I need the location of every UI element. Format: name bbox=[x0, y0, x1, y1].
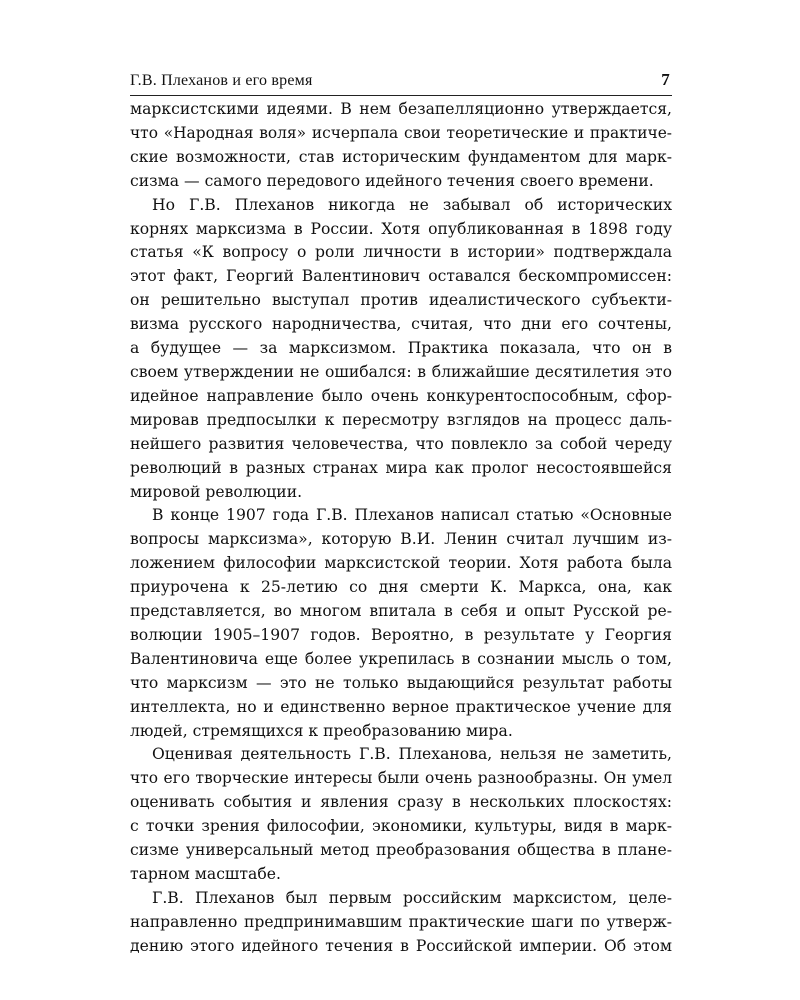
paragraph-3 bbox=[130, 504, 672, 743]
text-line: приурочена к 25-летию со дня смерти К. Маркса, она, как bbox=[130, 578, 672, 597]
text-line: с точки зрения философии, экономики, культуры, видя в марк- bbox=[130, 817, 672, 836]
text-line: тарном масштабе. bbox=[130, 865, 281, 883]
paragraph-1 bbox=[130, 98, 672, 194]
text-line: он решительно выступал против идеалистического субъекти- bbox=[130, 291, 672, 310]
text-line: дению этого идейного течения в Российской империи. Об этом bbox=[130, 936, 672, 955]
text-line: статья «К вопросу о роли личности в истории» подтверждала bbox=[130, 243, 672, 262]
text-line: визма русского народничества, считая, что дни его сочтены, bbox=[130, 315, 672, 334]
text-line: вопросы марксизма», которую В.И. Ленин считал лучшим из- bbox=[130, 530, 672, 549]
text-line: что «Народная воля» исчерпала свои теоретические и практиче- bbox=[130, 123, 672, 142]
text-line: ложением философии марксистской теории. Хотя работа была bbox=[130, 554, 672, 573]
text-line: направленно предпринимавшим практические шаги по утверж- bbox=[130, 912, 672, 931]
text-line: волюции 1905–1907 годов. Вероятно, в результате у Георгия bbox=[130, 625, 672, 644]
text-line: что его творческие интересы были очень разнообразны. Он умел bbox=[130, 769, 672, 788]
text-line: людей, стремящихся к преобразованию мира. bbox=[130, 721, 513, 740]
text-line: сизме универсальный метод преобразования общества в плане- bbox=[130, 841, 672, 860]
page-number: 7 bbox=[661, 70, 670, 89]
paragraph-5 bbox=[130, 887, 672, 959]
text-line: что марксизм — это не только выдающийся результат работы bbox=[130, 673, 672, 692]
text-line: сизма — самого передового идейного течения своего времени. bbox=[130, 171, 654, 190]
text-line: оценивать события и явления сразу в нескольких плоскостях: bbox=[130, 793, 672, 812]
text-line: революций в разных странах мира как пролог несостоявшейся bbox=[130, 458, 672, 477]
text-line: Валентиновича еще более укрепилась в сознании мысль о том, bbox=[130, 649, 672, 668]
text-line: а будущее — за марксизмом. Практика показала, что он в bbox=[130, 339, 672, 358]
text-line: корнях марксизма в России. Хотя опубликованная в 1898 году bbox=[130, 219, 672, 238]
text-line: В конце 1907 года Г.В. Плеханов написал статью «Основные bbox=[152, 506, 672, 525]
text-line: идейное направление было очень конкурентоспособным, сфор- bbox=[130, 386, 672, 405]
running-title: Г.В. Плеханов и его время bbox=[130, 72, 313, 89]
text-line: нейшего развития человечества, что повлекло за собой череду bbox=[130, 434, 672, 453]
text-line: этот факт, Георгий Валентинович оставался бескомпромиссен: bbox=[130, 267, 672, 286]
text-line: ские возможности, став историческим фундаментом для марк- bbox=[130, 147, 672, 166]
text-line: Г.В. Плеханов был первым российским марксистом, целе- bbox=[152, 888, 672, 907]
running-header bbox=[130, 70, 672, 96]
paragraph-4 bbox=[130, 743, 672, 886]
text-line: Но Г.В. Плеханов никогда не забывал об исторических bbox=[152, 195, 672, 214]
text-line: марксистскими идеями. В нем безапелляционно утверждается, bbox=[130, 100, 672, 118]
book-page bbox=[130, 70, 672, 959]
text-line: своем утверждении не ошибался: в ближайшие десятилетия это bbox=[130, 362, 672, 381]
text-line: представляется, во многом впитала в себя и опыт Русской ре- bbox=[130, 602, 672, 621]
text-line: Оценивая деятельность Г.В. Плеханова, нельзя не заметить, bbox=[152, 745, 672, 764]
paragraph-2 bbox=[130, 194, 672, 505]
text-line: интеллекта, но и единственно верное практическое учение для bbox=[130, 697, 672, 716]
text-line: мировав предпосылки к пересмотру взглядов на процесс даль- bbox=[130, 410, 672, 429]
body-text bbox=[130, 98, 672, 959]
text-line: мировой революции. bbox=[130, 482, 303, 501]
